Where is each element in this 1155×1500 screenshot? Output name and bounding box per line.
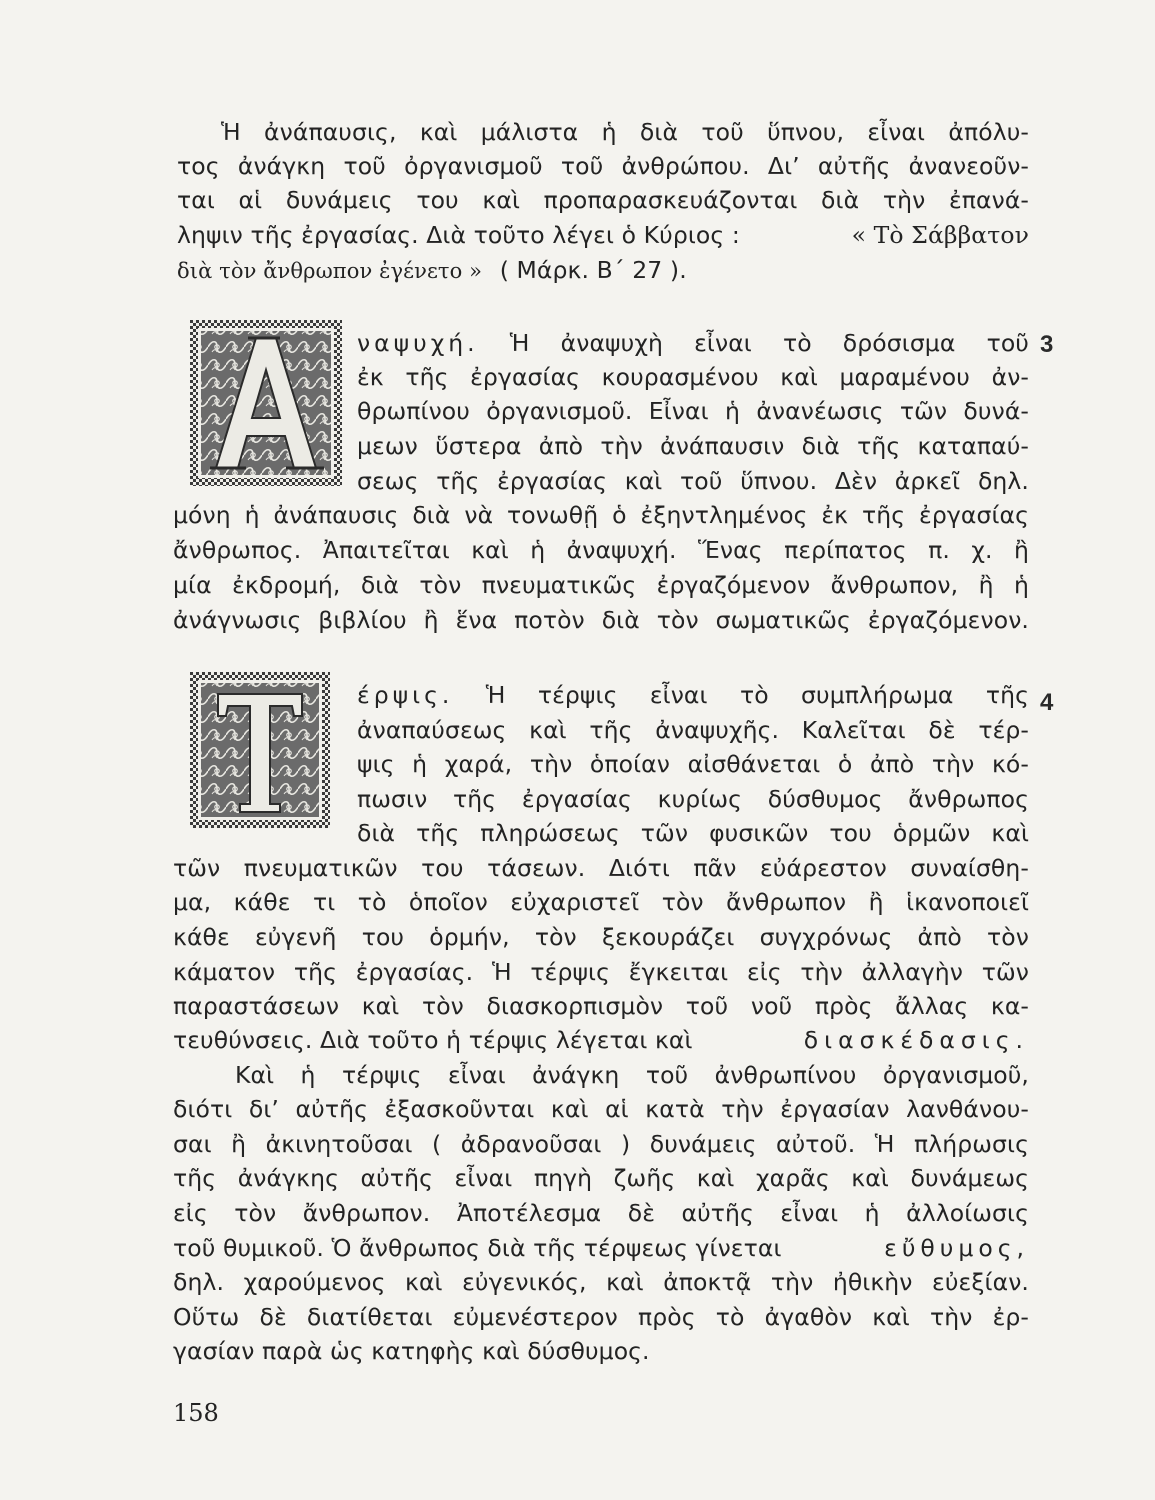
text-line: Καὶ ἡ τέρψις εἶναι ἀνάγκη τοῦ ἀνθρωπίνου ὀργανισμοῦ, — [235, 1061, 1029, 1089]
text-line: θρωπίνου ὀργανισμοῦ. Εἶναι ἡ ἀνανέωσις τῶν δυνά- — [357, 397, 1029, 425]
text-line: Ἡ ἀνάπαυσις, καὶ μάλιστα ἡ διὰ τοῦ ὕπνου, εἶναι ἀπόλυ- — [221, 118, 1029, 146]
text-line: ται αἱ δυνάμεις του καὶ προπαρασκευάζονται διὰ τὴν ἐπανά- — [177, 186, 1029, 214]
text-segment: Ἡ ἀναψυχὴ εἶναι τὸ δρόσισμα τοῦ — [509, 329, 1029, 357]
text-line: διότι δι’ αὐτῆς ἐξασκοῦνται καὶ αἱ κατὰ τὴν ἐργασίαν λανθάνου- — [173, 1095, 1029, 1123]
text-line: σεως τῆς ἐργασίας καὶ τοῦ ὕπνου. Δὲν ἀρκεῖ δηλ. — [357, 467, 1029, 495]
text-line: κάματον τῆς ἐργασίας. Ἡ τέρψις ἔγκειται εἰς τὴν ἀλλαγὴν τῶν — [173, 958, 1029, 986]
section-heading: έρψις. — [357, 681, 454, 709]
text-line: δηλ. χαρούμενος καὶ εὐγενικός, καὶ ἀποκτᾷ τὴν ἠθικὴν εὐεξίαν. — [173, 1268, 1029, 1296]
page-number: 158 — [173, 1399, 219, 1427]
margin-number: 4 — [1040, 689, 1054, 716]
text-segment: τευθύνσεις. Διὰ τοῦτο ἡ τέρψις λέγεται καὶ — [173, 1026, 693, 1054]
margin-number: 3 — [1040, 331, 1054, 358]
text-line — [177, 220, 1029, 250]
text-line — [177, 255, 687, 286]
text-line: γασίαν παρὰ ὡς κατηφὴς καὶ δύσθυμος. — [173, 1337, 650, 1365]
text-segment: ληψιν τῆς ἐργασίας. Διὰ τοῦτο λέγει ὁ Κύριος : — [177, 221, 740, 249]
text-line: μία ἐκδρομή, διὰ τὸν πνευματικῶς ἐργαζόμενον ἄνθρωπον, ἢ ἡ — [173, 571, 1029, 599]
text-line: ψις ἡ χαρά, τὴν ὁποίαν αἰσθάνεται ὁ ἀπὸ τὴν κό- — [357, 750, 1029, 778]
quotation: διὰ τὸν ἄνθρωπον ἐγένετο » — [177, 259, 483, 283]
decorative-initial-tau — [190, 672, 330, 828]
text-line: τος ἀνάγκη τοῦ ὀργανισμοῦ τοῦ ἀνθρώπου. Δι’ αὐτῆς ἀνανεοῦν- — [177, 152, 1029, 180]
text-line: πωσιν τῆς ἐργασίας κυρίως δύσθυμος ἄνθρωπος — [357, 785, 1029, 813]
text-line: διὰ τῆς πληρώσεως τῶν φυσικῶν του ὁρμῶν καὶ — [357, 819, 1029, 847]
text-line — [173, 1233, 1029, 1263]
section-first-line — [357, 680, 1029, 710]
text-line: παραστάσεων καὶ τὸν διασκορπισμὸν τοῦ νοῦ πρὸς ἄλλας κα- — [173, 992, 1029, 1020]
ornament-icon — [190, 320, 342, 486]
text-segment: Ἡ τέρψις εἶναι τὸ συμπλήρωμα τῆς — [485, 681, 1029, 709]
scripture-reference: ( Μάρκ. Β΄ 27 ). — [499, 256, 687, 284]
emphasized-term: διασκέδασις. — [803, 1026, 1029, 1054]
section-heading: ναψυχή. — [357, 329, 479, 357]
ornament-icon — [190, 672, 330, 828]
text-line: ἐκ τῆς ἐργασίας κουρασμένου καὶ μαραμένου ἀν- — [357, 363, 1029, 391]
text-line: μεων ὕστερα ἀπὸ τὴν ἀνάπαυσιν διὰ τῆς καταπαύ- — [357, 432, 1029, 460]
quotation: « Τὸ Σάββατον — [851, 221, 1029, 249]
text-line — [173, 1025, 1029, 1055]
section-first-line — [357, 328, 1029, 358]
text-line: μόνη ἡ ἀνάπαυσις διὰ νὰ τονωθῇ ὁ ἐξηντλημένος ἐκ τῆς ἐργασίας — [173, 501, 1029, 529]
text-line: τῶν πνευματικῶν του τάσεων. Διότι πᾶν εὐάρεστον συναίσθη- — [173, 854, 1029, 882]
text-segment: τοῦ θυμικοῦ. Ὁ ἄνθρωπος διὰ τῆς τέρψεως γίνεται — [173, 1234, 782, 1262]
text-line: τῆς ἀνάγκης αὐτῆς εἶναι πηγὴ ζωῆς καὶ χαρᾶς καὶ δυνάμεως — [173, 1164, 1029, 1192]
text-line: μα, κάθε τι τὸ ὁποῖον εὐχαριστεῖ τὸν ἄνθρωπον ἢ ἱκανοποιεῖ — [173, 888, 1029, 916]
text-line: ἀνάγνωσις βιβλίου ἢ ἕνα ποτὸν διὰ τὸν σωματικῶς ἐργαζόμενον. — [173, 606, 1029, 634]
text-line: κάθε εὐγενῆ του ὁρμήν, τὸν ξεκουράζει συγχρόνως ἀπὸ τὸν — [173, 923, 1029, 951]
text-line: ἄνθρωπος. Ἀπαιτεῖται καὶ ἡ ἀναψυχή. Ἕνας περίπατος π. χ. ἢ — [173, 536, 1029, 564]
text-line: Οὕτω δὲ διατίθεται εὐμενέστερον πρὸς τὸ ἀγαθὸν καὶ τὴν ἐρ- — [173, 1303, 1029, 1331]
emphasized-term: εὔθυμος, — [884, 1234, 1029, 1262]
text-line: ἀναπαύσεως καὶ τῆς ἀναψυχῆς. Καλεῖται δὲ τέρ- — [357, 716, 1029, 744]
text-line: εἰς τὸν ἄνθρωπον. Ἀποτέλεσμα δὲ αὐτῆς εἶναι ἡ ἀλλοίωσις — [173, 1199, 1029, 1227]
text-line: σαι ἢ ἀκινητοῦσαι ( ἀδρανοῦσαι ) δυνάμεις αὐτοῦ. Ἡ πλήρωσις — [173, 1130, 1029, 1158]
decorative-initial-alpha — [190, 320, 342, 486]
